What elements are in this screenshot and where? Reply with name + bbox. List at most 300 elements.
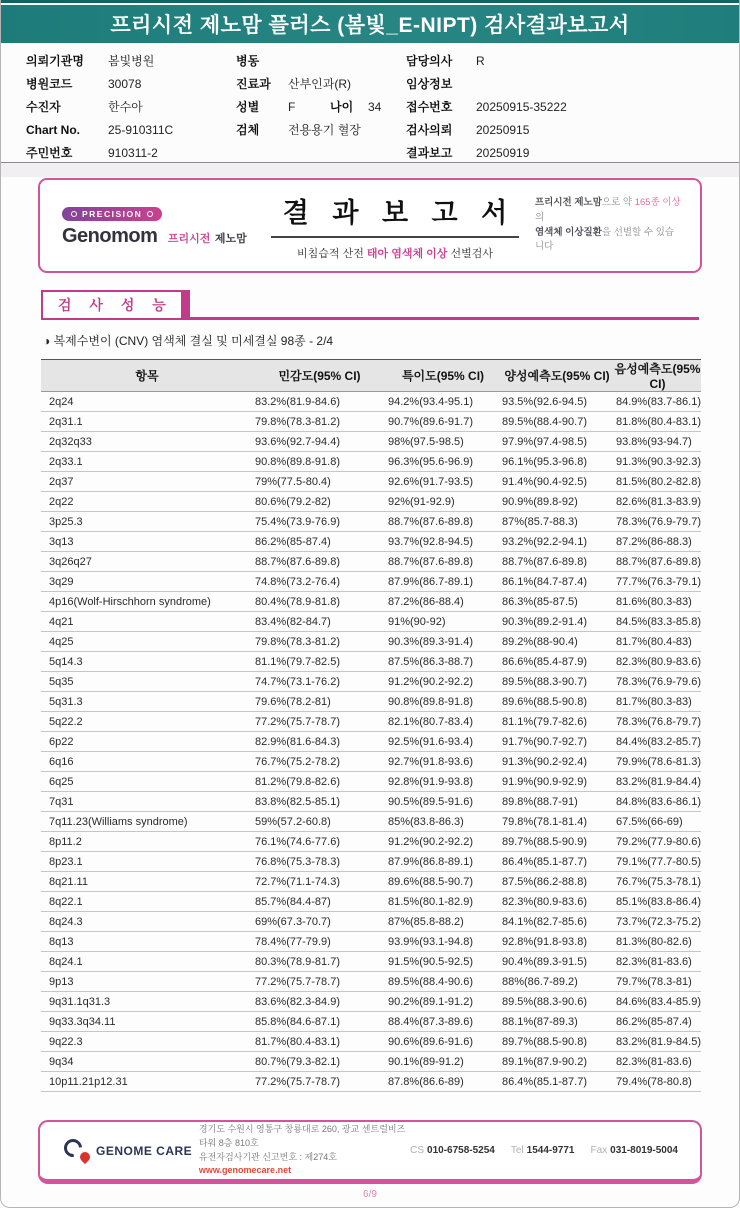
patient-info-middle-column <box>236 49 411 141</box>
item-cell: 9q22.3 <box>41 1032 253 1052</box>
table-row <box>41 752 701 772</box>
value-cell: 90.8%(89.8-91.8) <box>253 452 386 472</box>
table-row <box>41 412 701 432</box>
value-cell: 93.6%(92.7-94.4) <box>253 432 386 452</box>
value-cell: 89.5%(88.4-90.6) <box>386 972 500 992</box>
value-cell: 80.7%(79.3-82.1) <box>253 1052 386 1072</box>
value-cell: 98%(97.5-98.5) <box>386 432 500 452</box>
item-cell: 2q22 <box>41 492 253 512</box>
value-cell: 93.8%(93-94.7) <box>614 432 701 452</box>
table-row <box>41 772 701 792</box>
item-cell: 3q26q27 <box>41 552 253 572</box>
field-label: 임상정보 <box>406 77 453 91</box>
value-cell: 90.4%(89.3-91.5) <box>500 952 614 972</box>
item-cell: 7q11.23(Williams syndrome) <box>41 812 253 832</box>
footer-license: 유전자검사기관 신고번호 : 제274호 <box>198 1151 337 1162</box>
value-cell: 88.7%(87.6-89.8) <box>386 512 500 532</box>
value-cell: 83.6%(82.3-84.9) <box>253 992 386 1012</box>
item-cell: 3q29 <box>41 572 253 592</box>
value-cell: 94.2%(93.4-95.1) <box>386 392 500 412</box>
value-cell: 83.4%(82-84.7) <box>253 612 386 632</box>
value-cell: 79.8%(78.3-81.2) <box>253 412 386 432</box>
item-cell: 10p11.21p12.31 <box>41 1072 253 1092</box>
value-cell: 76.7%(75.2-78.2) <box>253 752 386 772</box>
item-cell: 5q35 <box>41 672 253 692</box>
genome-care-mark-icon <box>64 1139 90 1163</box>
item-cell: 8p23.1 <box>41 852 253 872</box>
info-row-patient <box>26 95 231 118</box>
field-label: 병원코드 <box>26 77 73 91</box>
value-cell: 59%(57.2-60.8) <box>253 812 386 832</box>
table-row <box>41 852 701 872</box>
value-cell: 93.7%(92.8-94.5) <box>386 532 500 552</box>
value-cell: 89.5%(88.3-90.6) <box>500 992 614 1012</box>
column-header: 항목 <box>41 360 253 392</box>
info-row-clinical-info <box>406 72 706 95</box>
value-cell: 91.2%(90.2-92.2) <box>386 672 500 692</box>
value-cell: 90.8%(89.8-91.8) <box>386 692 500 712</box>
value-cell: 83.8%(82.5-85.1) <box>253 792 386 812</box>
info-row-sex-age <box>236 95 411 118</box>
item-cell: 6p22 <box>41 732 253 752</box>
value-cell: 79.6%(78.2-81) <box>253 692 386 712</box>
value-cell: 78.3%(76.8-79.7) <box>614 712 701 732</box>
value-cell: 88.7%(87.6-89.8) <box>386 552 500 572</box>
table-caption: ◑ 복제수변이 (CNV) 염색체 결실 및 미세결실 98종 - 2/4 <box>43 334 334 348</box>
value-cell: 97.9%(97.4-98.5) <box>500 432 614 452</box>
item-cell: 4p16(Wolf-Hirschhorn syndrome) <box>41 592 253 612</box>
table-row <box>41 392 701 412</box>
value-cell: 85%(83.8-86.3) <box>386 812 500 832</box>
item-cell: 8q21.11 <box>41 872 253 892</box>
value-cell: 76.8%(75.3-78.3) <box>253 852 386 872</box>
table-row <box>41 792 701 812</box>
info-row-doctor <box>406 49 706 72</box>
report-note <box>535 196 700 255</box>
value-cell: 89.1%(87.9-90.2) <box>500 1052 614 1072</box>
divider-gap <box>1 163 739 177</box>
value-cell: 81.7%(80.4-83) <box>614 632 701 652</box>
value-cell: 91.3%(90.2-92.4) <box>500 752 614 772</box>
value-cell: 90.6%(89.6-91.6) <box>386 1032 500 1052</box>
item-cell: 6q25 <box>41 772 253 792</box>
value-cell: 83.2%(81.9-84.6) <box>253 392 386 412</box>
field-value: F <box>288 99 296 114</box>
table-row <box>41 592 701 612</box>
brand-line <box>62 225 255 248</box>
value-cell: 84.1%(82.7-85.6) <box>500 912 614 932</box>
value-cell: 76.1%(74.6-77.6) <box>253 832 386 852</box>
value-cell: 85.7%(84.4-87) <box>253 892 386 912</box>
value-cell: 92.7%(91.8-93.6) <box>386 752 500 772</box>
value-cell: 87.5%(86.2-88.8) <box>500 872 614 892</box>
fax-phone: Fax 031-8019-5004 <box>590 1145 678 1156</box>
value-cell: 84.8%(83.6-86.1) <box>614 792 701 812</box>
value-cell: 86.3%(85-87.5) <box>500 592 614 612</box>
value-cell: 82.9%(81.6-84.3) <box>253 732 386 752</box>
note-bold2: 염색체 이상질환 <box>535 226 602 238</box>
value-cell: 91.9%(90.9-92.9) <box>500 772 614 792</box>
value-cell: 90.1%(89-91.2) <box>386 1052 500 1072</box>
item-cell: 8q24.1 <box>41 952 253 972</box>
section-title: 검 사 성 능 <box>41 290 190 320</box>
field-value: R <box>476 53 485 68</box>
performance-table-body <box>41 392 701 1092</box>
column-header: 음성예측도(95% CI) <box>614 360 701 392</box>
item-cell: 4q21 <box>41 612 253 632</box>
field-label: 의뢰기관명 <box>26 54 84 68</box>
value-cell: 90.2%(89.1-91.2) <box>386 992 500 1012</box>
precision-badge <box>62 207 162 221</box>
item-cell: 3q13 <box>41 532 253 552</box>
value-cell: 74.8%(73.2-76.4) <box>253 572 386 592</box>
field-value: 전용용기 혈장 <box>288 123 361 137</box>
value-cell: 82.6%(81.3-83.9) <box>614 492 701 512</box>
table-row <box>41 632 701 652</box>
field-label: 접수번호 <box>406 100 453 114</box>
report-title-banner <box>1 5 739 43</box>
table-row <box>41 912 701 932</box>
page-number: 6/9 <box>363 1189 377 1200</box>
info-row-department <box>236 72 411 95</box>
table-row <box>41 472 701 492</box>
value-cell: 73.7%(72.3-75.2) <box>614 912 701 932</box>
item-cell: 9q33.3q34.11 <box>41 1012 253 1032</box>
value-cell: 81.7%(80.3-83) <box>614 692 701 712</box>
item-cell: 2q32q33 <box>41 432 253 452</box>
brand-name: Genomom <box>62 224 158 247</box>
value-cell: 78.3%(76.9-79.7) <box>614 512 701 532</box>
value-cell: 91.3%(90.3-92.3) <box>614 452 701 472</box>
field-value: 20250915 <box>476 122 530 137</box>
value-cell: 81.6%(80.3-83) <box>614 592 701 612</box>
item-cell: 8p11.2 <box>41 832 253 852</box>
table-row <box>41 552 701 572</box>
field-label: 결과보고 <box>406 146 453 160</box>
value-cell: 77.2%(75.7-78.7) <box>253 972 386 992</box>
value-cell: 90.7%(89.6-91.7) <box>386 412 500 432</box>
header-row <box>41 360 701 392</box>
value-cell: 79.2%(77.9-80.6) <box>614 832 701 852</box>
table-row <box>41 1072 701 1092</box>
field-label: 성별 <box>236 100 260 114</box>
value-cell: 93.2%(92.2-94.1) <box>500 532 614 552</box>
value-cell: 91.2%(90.2-92.2) <box>386 832 500 852</box>
table-row <box>41 512 701 532</box>
value-cell: 90.3%(89.2-91.4) <box>500 612 614 632</box>
value-cell: 87%(85.8-88.2) <box>386 912 500 932</box>
value-cell: 89.2%(88-90.4) <box>500 632 614 652</box>
field-value: 34 <box>368 99 382 114</box>
field-label: 주민번호 <box>26 146 73 160</box>
value-cell: 81.5%(80.1-82.9) <box>386 892 500 912</box>
item-cell: 3p25.3 <box>41 512 253 532</box>
field-label: 검사의뢰 <box>406 123 453 137</box>
genome-care-name: GENOME CARE <box>96 1143 193 1158</box>
brand-kr: 제노맘 <box>214 232 247 245</box>
value-cell: 81.7%(80.4-83.1) <box>253 1032 386 1052</box>
value-cell: 75.4%(73.9-76.9) <box>253 512 386 532</box>
value-cell: 83.2%(81.9-84.5) <box>614 1032 701 1052</box>
info-row-specimen <box>236 118 411 141</box>
field-label: Chart No. <box>26 122 80 137</box>
report-subtitle <box>255 245 535 261</box>
value-cell: 89.5%(88.3-90.7) <box>500 672 614 692</box>
value-cell: 91%(90-92) <box>386 612 500 632</box>
info-row-receipt-no <box>406 95 706 118</box>
value-cell: 90.5%(89.5-91.6) <box>386 792 500 812</box>
value-cell: 77.7%(76.3-79.1) <box>614 572 701 592</box>
performance-table <box>41 359 701 1092</box>
field-value: 910311-2 <box>108 145 158 160</box>
value-cell: 93.5%(92.6-94.5) <box>500 392 614 412</box>
value-cell: 91.7%(90.7-92.7) <box>500 732 614 752</box>
field-label: 수진자 <box>26 100 61 114</box>
value-cell: 86.2%(85-87.4) <box>614 1012 701 1032</box>
value-cell: 77.2%(75.7-78.7) <box>253 1072 386 1092</box>
value-cell: 87%(85.7-88.3) <box>500 512 614 532</box>
table-row <box>41 832 701 852</box>
subtitle-pre: 비침습적 산전 <box>297 247 367 260</box>
value-cell: 81.5%(80.2-82.8) <box>614 472 701 492</box>
info-row-ward <box>236 49 411 72</box>
value-cell: 78.4%(77-79.9) <box>253 932 386 952</box>
value-cell: 78.3%(76.9-79.6) <box>614 672 701 692</box>
field-value: 20250919 <box>476 145 530 160</box>
value-cell: 79.9%(78.6-81.3) <box>614 752 701 772</box>
page-title: 프리시전 제노맘 플러스 (봄빛_E-NIPT) 검사결과보고서 <box>110 14 630 37</box>
item-cell: 9p13 <box>41 972 253 992</box>
value-cell: 96.1%(95.3-96.8) <box>500 452 614 472</box>
value-cell: 92.5%(91.6-93.4) <box>386 732 500 752</box>
field-label: 담당의사 <box>406 54 453 68</box>
subtitle-accent: 태아 염색체 이상 <box>366 247 448 260</box>
table-row <box>41 872 701 892</box>
item-cell: 9q31.1q31.3 <box>41 992 253 1012</box>
value-cell: 87.8%(86.6-89) <box>386 1072 500 1092</box>
value-cell: 88.7%(87.6-89.8) <box>614 552 701 572</box>
column-header: 특이도(95% CI) <box>386 360 500 392</box>
value-cell: 87.5%(86.3-88.7) <box>386 652 500 672</box>
value-cell: 88.4%(87.3-89.6) <box>386 1012 500 1032</box>
value-cell: 86.1%(84.7-87.4) <box>500 572 614 592</box>
value-cell: 92.6%(91.7-93.5) <box>386 472 500 492</box>
value-cell: 92%(91-92.9) <box>386 492 500 512</box>
item-cell: 9q34 <box>41 1052 253 1072</box>
performance-table-head <box>41 360 701 392</box>
value-cell: 89.7%(88.5-90.9) <box>500 832 614 852</box>
value-cell: 86.4%(85.1-87.7) <box>500 852 614 872</box>
value-cell: 89.6%(88.5-90.7) <box>386 872 500 892</box>
item-cell: 6q16 <box>41 752 253 772</box>
value-cell: 87.2%(86-88.3) <box>614 532 701 552</box>
footer-address-block <box>199 1123 410 1179</box>
value-cell: 81.1%(79.7-82.5) <box>253 652 386 672</box>
value-cell: 82.3%(81-83.6) <box>614 952 701 972</box>
note-bold: 프리시전 제노맘 <box>535 197 602 209</box>
value-cell: 81.1%(79.7-82.6) <box>500 712 614 732</box>
field-value: 봄빛병원 <box>108 54 155 68</box>
value-cell: 74.7%(73.1-76.2) <box>253 672 386 692</box>
info-row-report-date <box>406 141 706 164</box>
value-cell: 67.5%(66-69) <box>614 812 701 832</box>
value-cell: 88.1%(87-89.3) <box>500 1012 614 1032</box>
table-row <box>41 672 701 692</box>
value-cell: 89.8%(88.7-91) <box>500 792 614 812</box>
value-cell: 85.8%(84.6-87.1) <box>253 1012 386 1032</box>
value-cell: 87.9%(86.8-89.1) <box>386 852 500 872</box>
value-cell: 88.7%(87.6-89.8) <box>253 552 386 572</box>
brand-kr-accent: 프리시전 <box>167 232 211 245</box>
table-row <box>41 932 701 952</box>
item-cell: 7q31 <box>41 792 253 812</box>
report-title: 결 과 보 고 서 <box>271 191 519 238</box>
item-cell: 8q24.3 <box>41 912 253 932</box>
value-cell: 76.7%(75.3-78.1) <box>614 872 701 892</box>
value-cell: 81.2%(79.8-82.6) <box>253 772 386 792</box>
table-row <box>41 652 701 672</box>
table-row <box>41 692 701 712</box>
note-end2: 을 선별할 수 있습니다 <box>535 226 675 253</box>
value-cell: 77.2%(75.7-78.7) <box>253 712 386 732</box>
item-cell: 2q33.1 <box>41 452 253 472</box>
patient-info-section <box>1 43 739 163</box>
report-header-box <box>38 178 702 273</box>
item-cell: 2q37 <box>41 472 253 492</box>
value-cell: 79.1%(77.7-80.5) <box>614 852 701 872</box>
table-row <box>41 1032 701 1052</box>
table-row <box>41 572 701 592</box>
value-cell: 90.9%(89.8-92) <box>500 492 614 512</box>
value-cell: 72.7%(71.1-74.3) <box>253 872 386 892</box>
info-row-chart-no <box>26 118 231 141</box>
value-cell: 79%(77.5-80.4) <box>253 472 386 492</box>
field-value: 산부인과(R) <box>288 77 352 91</box>
table-row <box>41 1012 701 1032</box>
column-header: 민감도(95% CI) <box>253 360 386 392</box>
table-row <box>41 892 701 912</box>
info-row-institution <box>26 49 231 72</box>
genomom-logo <box>40 204 255 248</box>
value-cell: 84.6%(83.4-85.9) <box>614 992 701 1012</box>
badge-dot-icon <box>71 211 77 217</box>
field-value: 한수아 <box>108 100 143 114</box>
value-cell: 79.8%(78.3-81.2) <box>253 632 386 652</box>
value-cell: 84.5%(83.3-85.8) <box>614 612 701 632</box>
info-row-hospital-code <box>26 72 231 95</box>
value-cell: 82.3%(80.9-83.6) <box>614 652 701 672</box>
note-mid: 으로 약 <box>601 197 635 209</box>
value-cell: 82.3%(81-83.6) <box>614 1052 701 1072</box>
value-cell: 92.8%(91.8-93.8) <box>500 932 614 952</box>
item-cell: 8q13 <box>41 932 253 952</box>
field-label: 진료과 <box>236 77 271 91</box>
table-row <box>41 492 701 512</box>
table-row <box>41 432 701 452</box>
table-row <box>41 612 701 632</box>
subtitle-post: 선별검사 <box>447 247 493 260</box>
value-cell: 86.2%(85-87.4) <box>253 532 386 552</box>
value-cell: 81.8%(80.4-83.1) <box>614 412 701 432</box>
value-cell: 84.4%(83.2-85.7) <box>614 732 701 752</box>
value-cell: 83.2%(81.9-84.4) <box>614 772 701 792</box>
tel-phone: Tel 1544-9771 <box>510 1145 575 1156</box>
item-cell: 5q14.3 <box>41 652 253 672</box>
value-cell: 87.2%(86-88.4) <box>386 592 500 612</box>
top-rule <box>1 0 739 3</box>
item-cell: 4q25 <box>41 632 253 652</box>
value-cell: 69%(67.3-70.7) <box>253 912 386 932</box>
value-cell: 87.9%(86.7-89.1) <box>386 572 500 592</box>
section-header <box>41 290 699 320</box>
report-title-block <box>255 191 535 261</box>
item-cell: 5q22.2 <box>41 712 253 732</box>
value-cell: 80.6%(79.2-82) <box>253 492 386 512</box>
field-value: 25-910311C <box>108 122 174 137</box>
footer-contact <box>410 1145 700 1156</box>
section-rule <box>190 317 699 320</box>
item-cell: 5q31.3 <box>41 692 253 712</box>
value-cell: 93.9%(93.1-94.8) <box>386 932 500 952</box>
table-row <box>41 452 701 472</box>
table-row <box>41 1052 701 1072</box>
value-cell: 86.6%(85.4-87.9) <box>500 652 614 672</box>
info-row-request-date <box>406 118 706 141</box>
table-row <box>41 952 701 972</box>
item-cell: 2q31.1 <box>41 412 253 432</box>
cs-phone: CS 010-6758-5254 <box>410 1145 495 1156</box>
field-label: 검체 <box>236 123 260 137</box>
table-row <box>41 532 701 552</box>
value-cell: 90.3%(89.3-91.4) <box>386 632 500 652</box>
table-row <box>41 732 701 752</box>
item-cell: 2q24 <box>41 392 253 412</box>
field-value: 30078 <box>108 76 142 91</box>
value-cell: 84.9%(83.7-86.1) <box>614 392 701 412</box>
value-cell: 91.4%(90.4-92.5) <box>500 472 614 492</box>
value-cell: 80.4%(78.9-81.8) <box>253 592 386 612</box>
value-cell: 82.1%(80.7-83.4) <box>386 712 500 732</box>
value-cell: 86.4%(85.1-87.7) <box>500 1072 614 1092</box>
value-cell: 92.8%(91.9-93.8) <box>386 772 500 792</box>
footer-address: 경기도 수원시 영통구 창룡대로 260, 광교 센트럴비즈타워 8층 810호 <box>198 1123 406 1148</box>
value-cell: 88%(86.7-89.2) <box>500 972 614 992</box>
badge-dot-icon <box>147 211 153 217</box>
patient-info-right-column <box>406 49 706 164</box>
table-row <box>41 712 701 732</box>
website-link[interactable]: www.genomecare.net <box>198 1165 292 1176</box>
table-row <box>41 812 701 832</box>
value-cell: 91.5%(90.5-92.5) <box>386 952 500 972</box>
field-label: 나이 <box>330 100 354 114</box>
note-end: 의 <box>535 211 545 223</box>
value-cell: 79.8%(78.1-81.4) <box>500 812 614 832</box>
badge-label: PRECISION <box>82 208 143 219</box>
column-header: 양성예측도(95% CI) <box>500 360 614 392</box>
value-cell: 85.1%(83.8-86.4) <box>614 892 701 912</box>
field-value: 20250915-35222 <box>476 99 567 114</box>
table-row <box>41 972 701 992</box>
item-cell: 8q22.1 <box>41 892 253 912</box>
value-cell: 80.3%(78.9-81.7) <box>253 952 386 972</box>
value-cell: 81.3%(80-82.6) <box>614 932 701 952</box>
note-pink: 165종 이상 <box>634 197 681 209</box>
value-cell: 89.5%(88.4-90.7) <box>500 412 614 432</box>
value-cell: 79.4%(78-80.8) <box>614 1072 701 1092</box>
footer-box <box>38 1120 702 1184</box>
value-cell: 89.6%(88.5-90.8) <box>500 692 614 712</box>
value-cell: 96.3%(95.6-96.9) <box>386 452 500 472</box>
